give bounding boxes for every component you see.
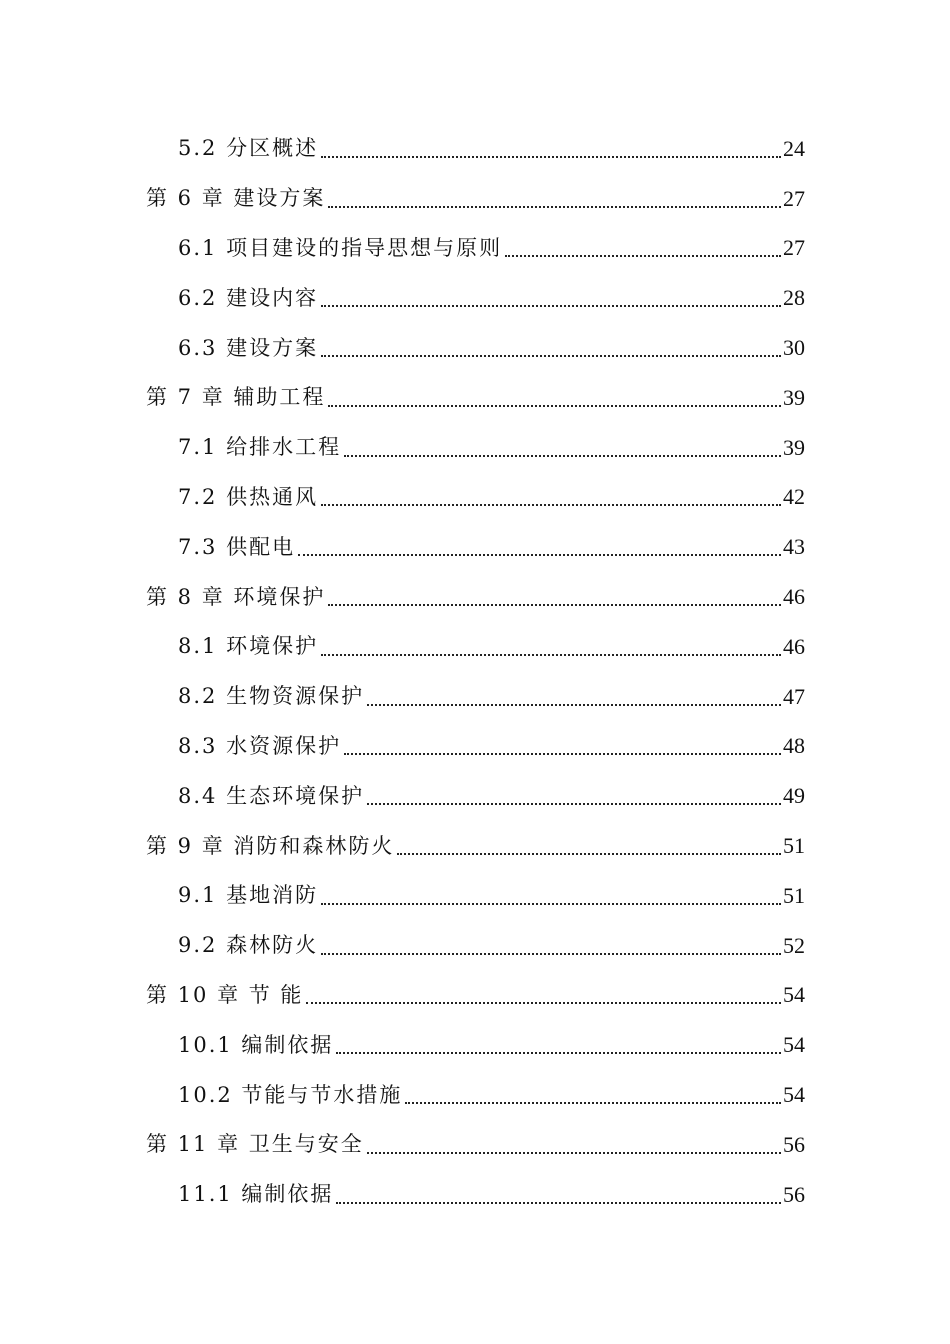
toc-entry[interactable] <box>0 1070 950 1120</box>
toc-dot-leader <box>306 1002 781 1004</box>
toc-chapter-title: 第 10 章 节 能 <box>146 982 304 1007</box>
toc-entry-title: 7.3 供配电 <box>178 534 296 559</box>
toc-chapter[interactable] <box>0 572 950 622</box>
toc-entry-page: 28 <box>783 285 805 311</box>
toc-dot-leader <box>321 156 781 158</box>
toc-entry[interactable] <box>0 224 950 274</box>
toc-entry[interactable] <box>0 124 950 174</box>
toc-entry-page: 54 <box>783 1032 805 1058</box>
toc-entry-page: 48 <box>783 733 805 759</box>
toc-dot-leader <box>405 1102 781 1104</box>
toc-entry-title: 8.2 生物资源保护 <box>178 684 365 709</box>
toc-entry[interactable] <box>0 1020 950 1070</box>
toc-dot-leader <box>321 654 781 656</box>
toc-entry-title: 8.3 水资源保护 <box>178 733 342 758</box>
toc-chapter-title: 第 6 章 建设方案 <box>146 186 326 211</box>
toc-entry-page: 27 <box>783 235 805 261</box>
toc-chapter-page: 27 <box>783 185 805 211</box>
toc-entry[interactable] <box>0 273 950 323</box>
toc-dot-leader <box>344 455 781 457</box>
toc-entry[interactable] <box>0 423 950 473</box>
toc-entry-title: 6.1 项目建设的指导思想与原则 <box>178 235 503 260</box>
toc-entry-title: 10.1 编制依据 <box>178 1032 334 1057</box>
toc-dot-leader <box>328 206 781 208</box>
toc-entry-page: 42 <box>783 484 805 510</box>
toc-chapter-title: 第 9 章 消防和森林防火 <box>146 833 395 858</box>
toc-dot-leader <box>505 255 781 257</box>
toc-chapter[interactable] <box>0 373 950 423</box>
toc-dot-leader <box>321 903 781 905</box>
toc-entry-page: 30 <box>783 335 805 361</box>
toc-entry-page: 39 <box>783 434 805 460</box>
toc-entry[interactable] <box>0 722 950 772</box>
toc-entry-page: 49 <box>783 783 805 809</box>
table-of-contents <box>0 124 950 1220</box>
toc-chapter[interactable] <box>0 971 950 1021</box>
toc-entry-page: 24 <box>783 135 805 161</box>
toc-dot-leader <box>397 853 781 855</box>
toc-dot-leader <box>321 953 781 955</box>
toc-entry[interactable] <box>0 473 950 523</box>
toc-entry-title: 10.2 节能与节水措施 <box>178 1082 403 1107</box>
toc-entry-title: 8.4 生态环境保护 <box>178 783 365 808</box>
toc-chapter[interactable] <box>0 1120 950 1170</box>
toc-entry[interactable] <box>0 771 950 821</box>
toc-chapter-title: 第 8 章 环境保护 <box>146 584 326 609</box>
toc-entry-title: 9.2 森林防火 <box>178 933 319 958</box>
toc-entry-title: 11.1 编制依据 <box>178 1182 334 1207</box>
toc-dot-leader <box>344 753 781 755</box>
toc-chapter-page: 54 <box>783 982 805 1008</box>
toc-dot-leader <box>328 604 781 606</box>
toc-entry[interactable] <box>0 1170 950 1220</box>
toc-dot-leader <box>336 1202 781 1204</box>
toc-entry-title: 5.2 分区概述 <box>178 136 319 161</box>
toc-dot-leader <box>367 803 781 805</box>
toc-chapter[interactable] <box>0 174 950 224</box>
toc-entry[interactable] <box>0 871 950 921</box>
toc-dot-leader <box>367 704 781 706</box>
toc-entry[interactable] <box>0 672 950 722</box>
toc-chapter-title: 第 11 章 卫生与安全 <box>146 1132 364 1157</box>
toc-chapter-title: 第 7 章 辅助工程 <box>146 385 326 410</box>
toc-entry-page: 43 <box>783 534 805 560</box>
toc-entry-page: 56 <box>783 1181 805 1207</box>
toc-dot-leader <box>367 1152 781 1154</box>
toc-entry-title: 7.2 供热通风 <box>178 484 319 509</box>
toc-dot-leader <box>328 405 781 407</box>
toc-dot-leader <box>321 355 781 357</box>
toc-entry-page: 52 <box>783 932 805 958</box>
toc-entry[interactable] <box>0 522 950 572</box>
toc-entry[interactable] <box>0 622 950 672</box>
toc-entry-page: 51 <box>783 882 805 908</box>
toc-dot-leader <box>298 554 781 556</box>
toc-chapter-page: 51 <box>783 833 805 859</box>
toc-chapter-page: 56 <box>783 1131 805 1157</box>
toc-entry[interactable] <box>0 921 950 971</box>
toc-entry-title: 8.1 环境保护 <box>178 634 319 659</box>
toc-chapter-page: 46 <box>783 584 805 610</box>
toc-dot-leader <box>336 1052 781 1054</box>
toc-entry-title: 6.3 建设方案 <box>178 335 319 360</box>
toc-entry-title: 6.2 建设内容 <box>178 285 319 310</box>
toc-entry[interactable] <box>0 323 950 373</box>
toc-dot-leader <box>321 305 781 307</box>
toc-entry-title: 7.1 给排水工程 <box>178 435 342 460</box>
toc-chapter[interactable] <box>0 821 950 871</box>
toc-dot-leader <box>321 504 781 506</box>
toc-entry-title: 9.1 基地消防 <box>178 883 319 908</box>
toc-entry-page: 47 <box>783 683 805 709</box>
toc-chapter-page: 39 <box>783 384 805 410</box>
toc-entry-page: 54 <box>783 1082 805 1108</box>
toc-entry-page: 46 <box>783 633 805 659</box>
